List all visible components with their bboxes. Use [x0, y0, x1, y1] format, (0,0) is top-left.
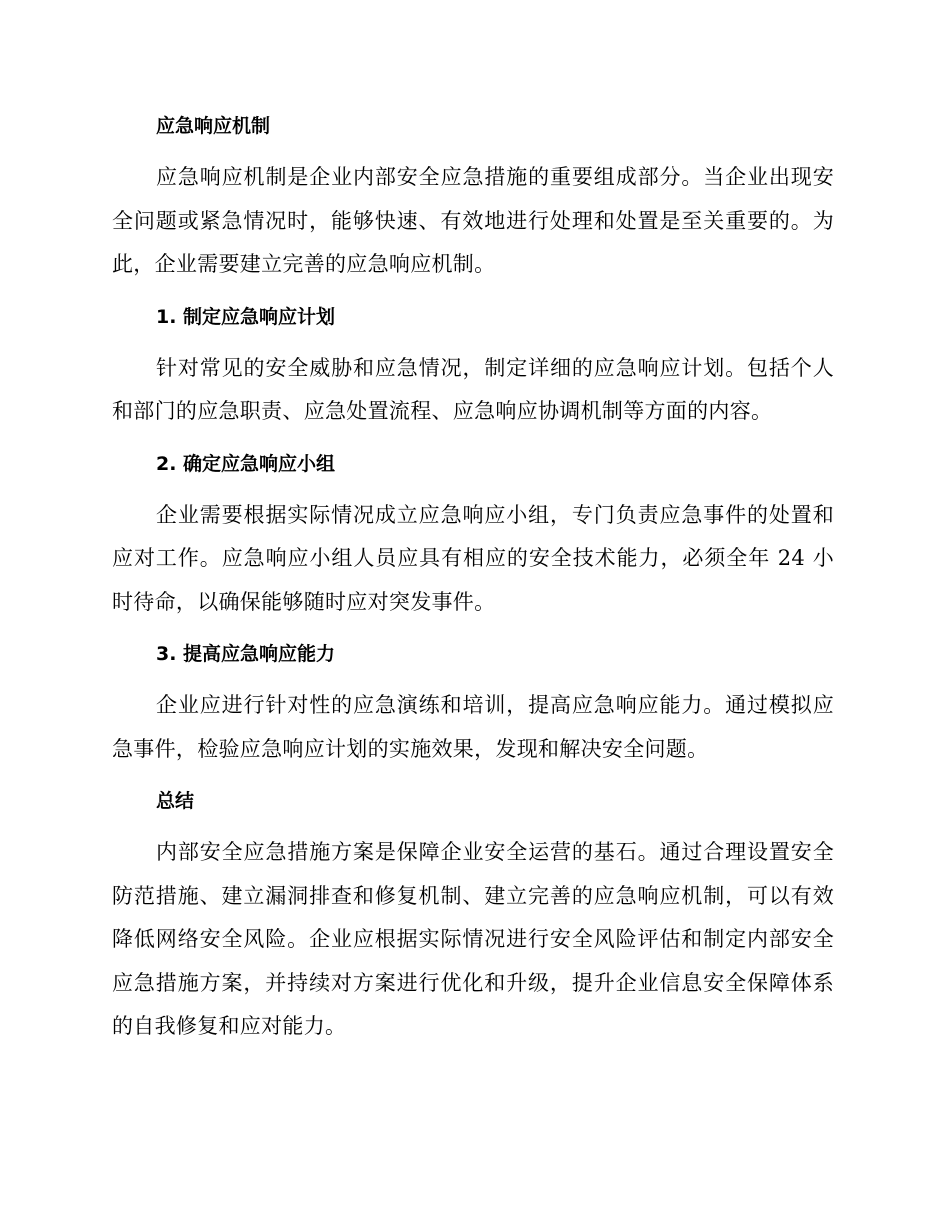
section-heading-summary: 总结 [156, 790, 195, 812]
section-paragraph-response-plan: 针对常见的安全威胁和应急情况，制定详细的应急响应计划。包括个人和部门的应急职责、应急处置流程、应急响应协调机制等方面的内容。 [112, 355, 834, 423]
section-heading-response-capability: 3. 提高应急响应能力 [156, 643, 336, 665]
section-heading-emergency-response: 应急响应机制 [156, 115, 271, 137]
section-paragraph-response-team: 企业需要根据实际情况成立应急响应小组，专门负责应急事件的处置和应对工作。应急响应小组人员应具有相应的安全技术能力，必须全年 24 小时待命，以确保能够随时应对突发事件。 [112, 502, 834, 614]
section-paragraph-emergency-response: 应急响应机制是企业内部安全应急措施的重要组成部分。当企业出现安全问题或紧急情况时，能够快速、有效地进行处理和处置是至关重要的。为此，企业需要建立完善的应急响应机制。 [112, 165, 834, 276]
section-heading-response-plan: 1. 制定应急响应计划 [156, 305, 336, 328]
section-paragraph-summary: 内部安全应急措施方案是保障企业安全运营的基石。通过合理设置安全防范措施、建立漏洞排查和修复机制、建立完善的应急响应机制，可以有效降低网络安全风险。企业应根据实际情况进行安全风险评估和制定内部安全应急措施方案，并持续对方案进行优化和升级，提升企业信息安全保障体系的自我修复和应对能力。 [112, 840, 834, 1038]
section-heading-response-team: 2. 确定应急响应小组 [156, 452, 336, 475]
section-paragraph-response-capability: 企业应进行针对性的应急演练和培训，提高应急响应能力。通过模拟应急事件，检验应急响应计划的实施效果，发现和解决安全问题。 [112, 693, 834, 761]
document-page [112, 108, 834, 1061]
